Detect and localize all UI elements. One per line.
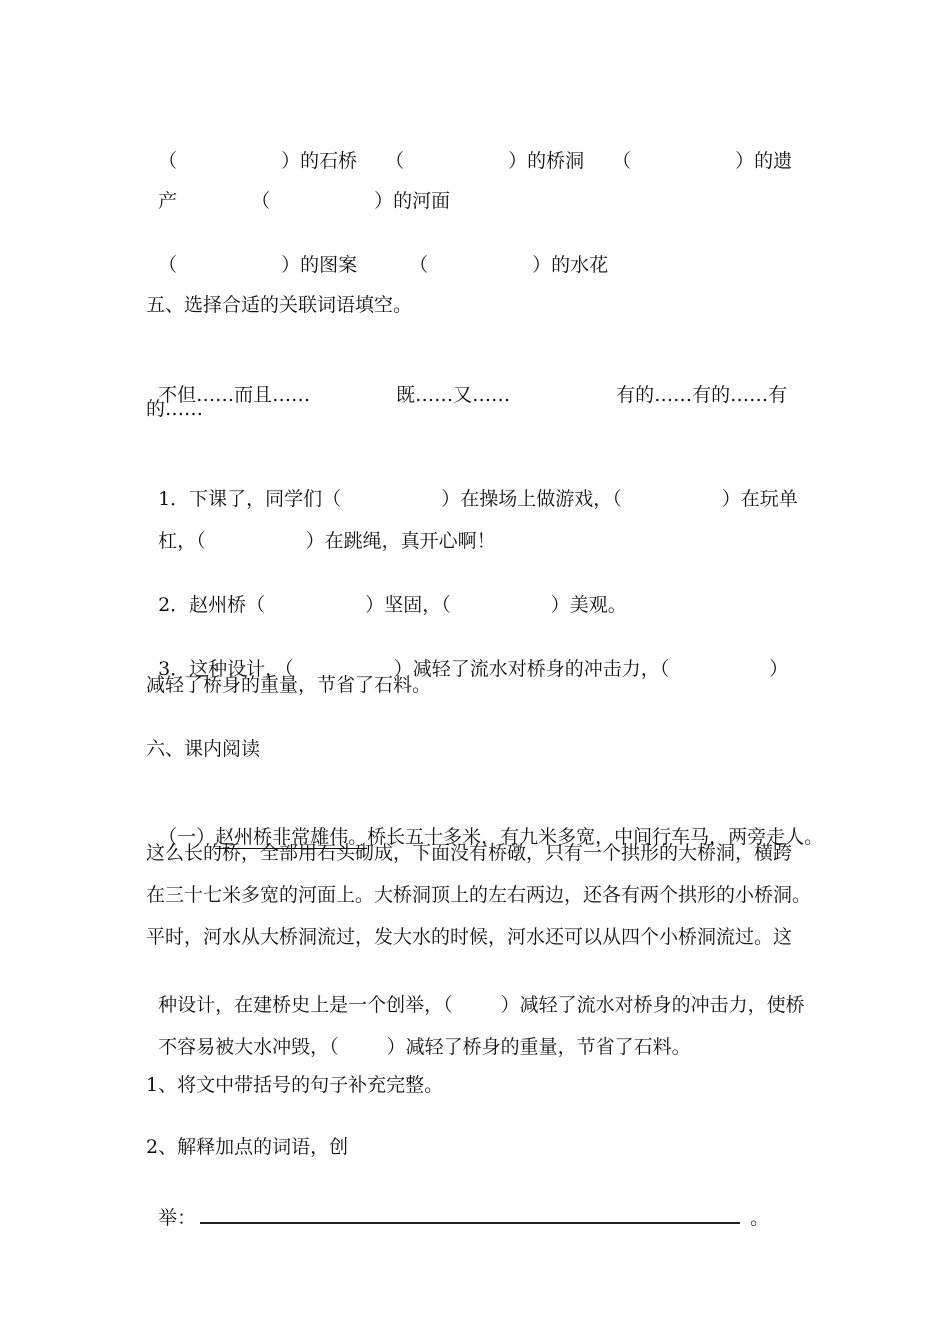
answer-blank-line[interactable] [200,1204,740,1224]
bracket-open: （ [385,150,405,172]
option-3: 有的……有的……有 [616,384,788,406]
option-2: 既……又…… [396,384,511,406]
text: ）美观。 [550,594,627,616]
conjunction-options-cont: 的…… [146,398,204,420]
phrase: ）的桥洞 [508,150,585,172]
phrase: ）的遗 [735,150,793,172]
conjunction-options [146,356,787,408]
text: ）在玩单 [721,488,798,510]
text: 举： [158,1207,197,1229]
text: 不容易被大水冲毁，（ [158,1036,339,1058]
reading-q2-line2 [146,1178,769,1231]
option-1: 不但……而且…… [158,384,311,406]
text: ）减轻了流水对桥身的冲击力，使桥 [500,994,805,1016]
phrase: ）的图案 [281,254,358,276]
s5-q1-line2 [146,502,496,554]
bracket-open: （ [158,254,178,276]
bracket-open: （ [158,150,178,172]
text: 2．赵州桥（ [158,594,266,616]
reading-q1: 1、将文中带括号的句子补充完整。 [146,1074,444,1096]
passage-line-2: 这么长的桥，全部用石头砌成，下面没有桥礅，只有一个拱形的大桥洞，横跨 [146,842,793,864]
section-5-heading: 五、选择合适的关联词语填空。 [146,294,413,316]
text: ）在跳绳，真开心啊！ [305,530,496,552]
s4-row2 [146,162,450,214]
passage-line-4: 平时，河水从大桥洞流过，发大水的时候，河水还可以从四个小桥洞流过。这 [146,926,793,948]
passage-label: （一） [158,826,216,848]
phrase: ）的水花 [532,254,609,276]
underlined-sentence: 赵州桥非常雄伟。 [215,826,368,848]
bracket-open: （ [409,254,429,276]
bracket-open: （ [251,190,271,212]
s4-row3 [146,226,608,278]
text: 3．这种设计，（ [158,658,294,680]
text: ）在操场上做游戏，（ [441,488,622,510]
passage-line-6 [146,1008,691,1060]
phrase: ）的石桥 [281,150,358,172]
s5-q3-line2: 减轻了桥身的重量，节省了石料。 [146,674,432,696]
phrase: ）的河面 [374,190,451,212]
text: 。 [750,1207,770,1229]
passage-line-3: 在三十七米多宽的河面上。大桥洞顶上的左右两边，还各有两个拱形的小桥洞。 [146,884,812,906]
text: 1．下课了，同学们（ [158,488,342,510]
section-6-heading: 六、课内阅读 [146,738,261,760]
text: ）减轻了桥身的重量，节省了石料。 [386,1036,691,1058]
bracket-open: （ [612,150,632,172]
reading-q2-line1: 2、解释加点的词语，创 [146,1136,349,1158]
text: 产 [158,190,178,212]
text: ） [769,658,789,680]
text: 种设计，在建桥史上是一个创举，（ [158,994,453,1016]
text: ）坚固，（ [365,594,451,616]
text: 杠，（ [158,530,206,552]
s5-q2 [146,566,627,618]
text: ）减轻了流水对桥身的冲击力，（ [393,658,670,680]
text: 桥长五十多米，有九米多宽，中间行车马，两旁走人。 [367,826,824,848]
